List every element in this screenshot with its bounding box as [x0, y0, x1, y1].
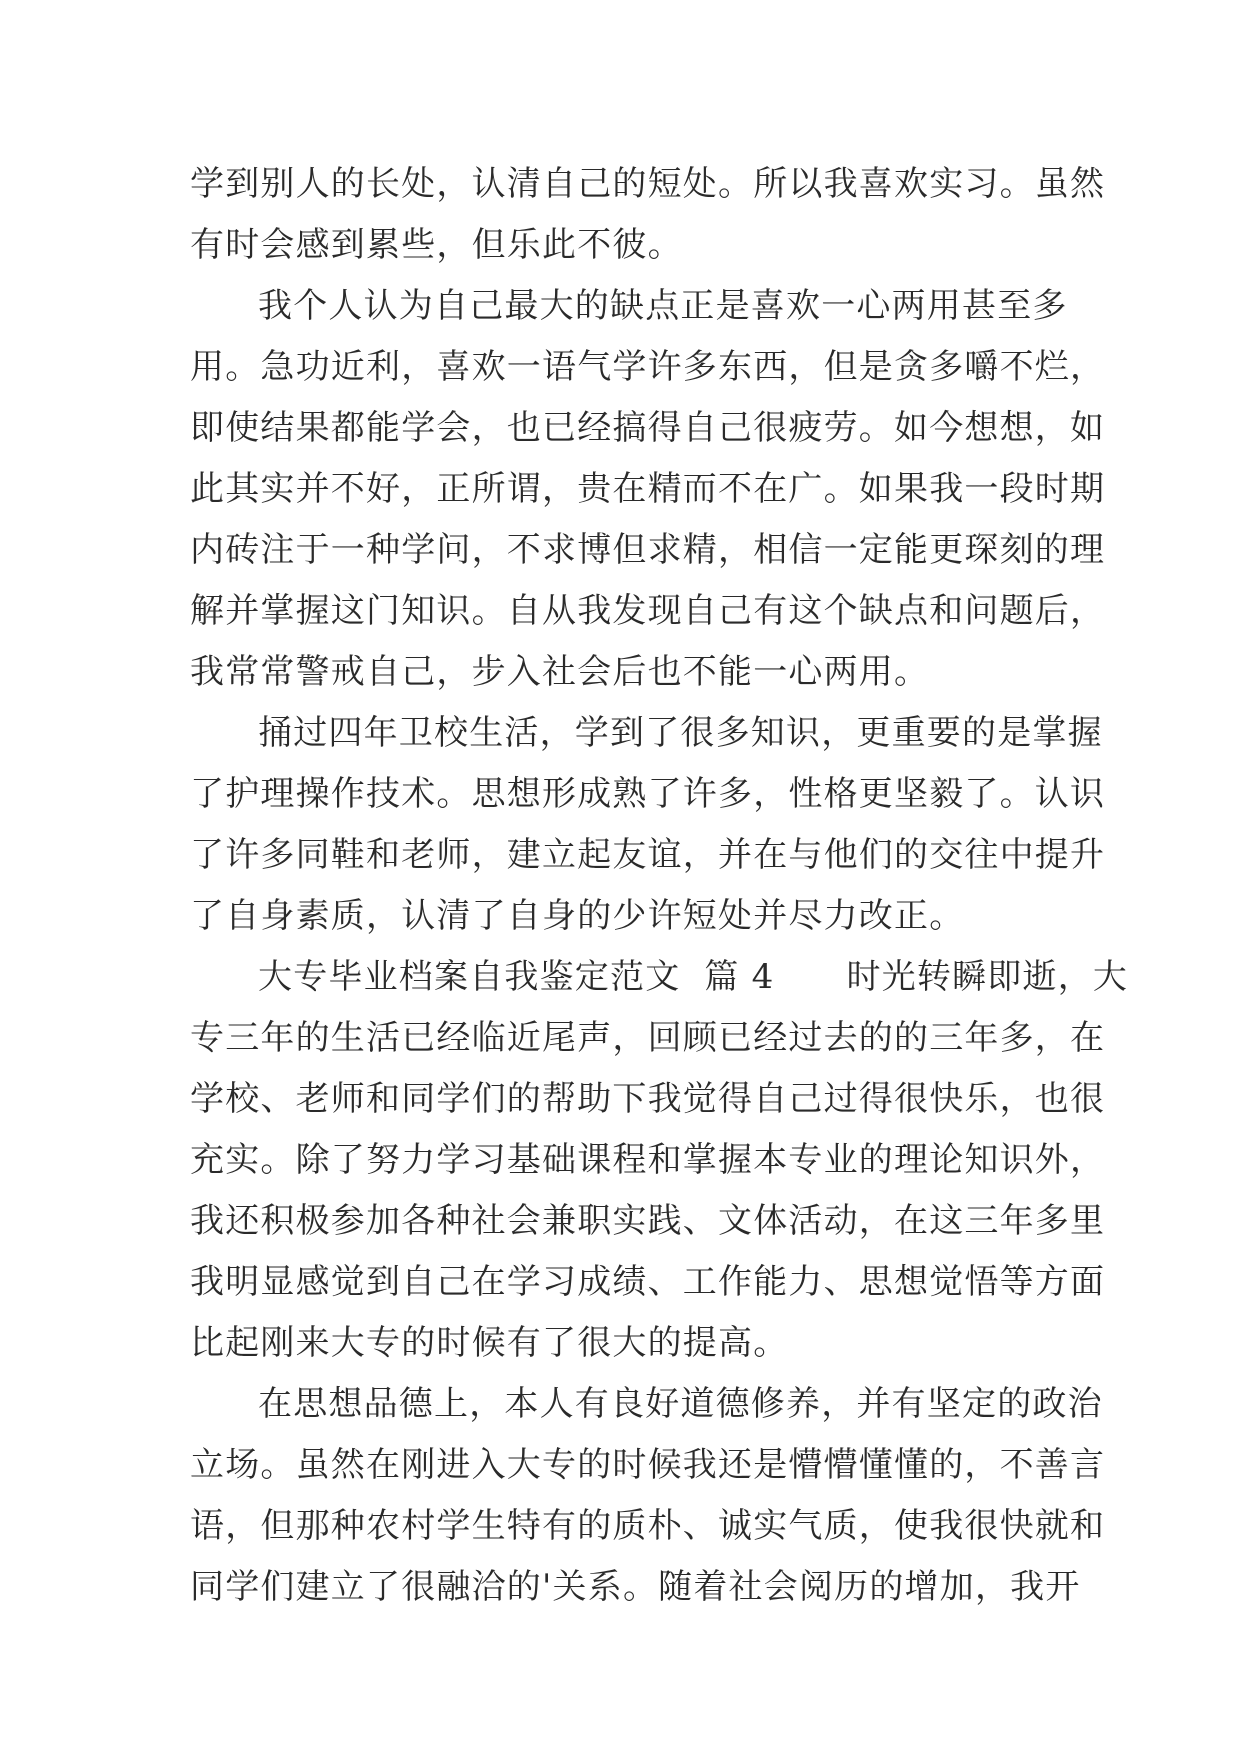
text-line: 语，但那种农村学生特有的质朴、诚实气质，使我很快就和	[190, 1506, 1106, 1546]
text-line: 大专毕业档案自我鉴定范文 篇 4 时光转瞬即逝，大	[258, 957, 1129, 997]
text-line: 我还积极参加各种社会兼职实践、文体活动，在这三年多里	[190, 1201, 1106, 1241]
text-line: 了许多同鞋和老师，建立起友谊，并在与他们的交往中提升	[190, 835, 1106, 875]
text-line: 捅过四年卫校生活，学到了很多知识，更重要的是掌握	[258, 713, 1103, 753]
document-body	[190, 154, 1129, 1618]
text-line: 同学们建立了很融洽的'关系。随着社会阅历的增加，我开	[190, 1567, 1081, 1607]
text-line: 在思想品德上，本人有良好道德修养，并有坚定的政治	[258, 1384, 1103, 1424]
text-line: 充实。除了努力学习基础课程和掌握本专业的理论知识外，	[190, 1140, 1106, 1180]
text-line: 内砖注于一种学问，不求博但求精，相信一定能更琛刻的理	[190, 530, 1106, 570]
text-line: 比起刚来大专的时候有了很大的提高。	[190, 1323, 789, 1363]
text-line: 立场。虽然在刚进入大专的时候我还是懵懵懂懂的，不善言	[190, 1445, 1106, 1485]
text-line: 了护理操作技术。思想形成熟了许多，性格更坚毅了。认识	[190, 774, 1106, 814]
text-line: 我常常警戒自己，步入社会后也不能一心两用。	[190, 652, 930, 692]
text-line: 学校、老师和同学们的帮助下我觉得自己过得很快乐，也很	[190, 1079, 1106, 1119]
text-line: 用。急功近利，喜欢一语气学许多东西，但是贪多嚼不烂，	[190, 347, 1106, 387]
text-line: 即使结果都能学会，也已经搞得自己很疲劳。如今想想，如	[190, 408, 1106, 448]
text-line: 我个人认为自己最大的缺点正是喜欢一心两用甚至多	[258, 286, 1068, 326]
text-line: 学到别人的长处，认清自己的短处。所以我喜欢实习。虽然	[190, 164, 1106, 204]
text-line: 了自身素质，认清了自身的少许短处并尽力改正。	[190, 896, 965, 936]
text-line: 我明显感觉到自己在学习成绩、工作能力、思想觉悟等方面	[190, 1262, 1106, 1302]
text-line: 有时会感到累些，但乐此不彼。	[190, 225, 683, 265]
text-line: 专三年的生活已经临近尾声，回顾已经过去的的三年多，在	[190, 1018, 1106, 1058]
text-line: 此其实并不好，正所谓，贵在精而不在广。如果我一段时期	[190, 469, 1106, 509]
text-line: 解并掌握这门知识。自从我发现自己有这个缺点和问题后，	[190, 591, 1106, 631]
